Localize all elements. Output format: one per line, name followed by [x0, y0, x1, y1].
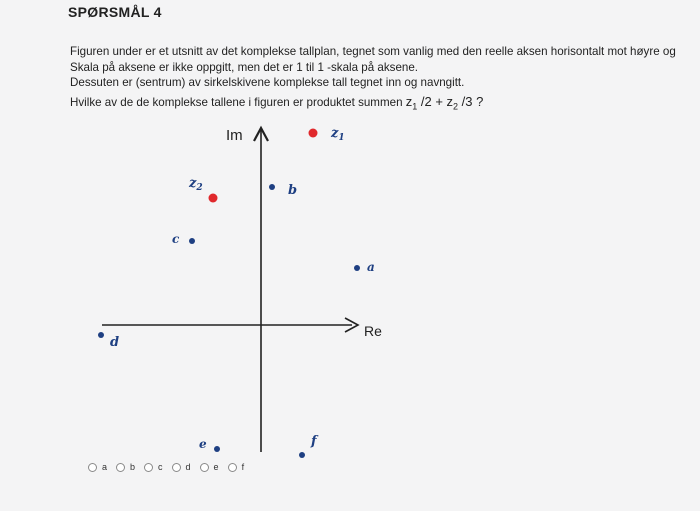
- option-b-label: b: [130, 462, 136, 472]
- point-c: [189, 238, 195, 244]
- question-prompt: Hvilke av de de komplekse tallene i figuren er produktet summen: [70, 96, 406, 109]
- question-text-line-2: Skala på aksene er ikke oppgitt, men det er 1 til 1 -skala på aksene.: [70, 61, 419, 74]
- point-a: [354, 265, 360, 271]
- point-z2: [209, 194, 218, 203]
- math-sub-1: 1: [412, 101, 418, 112]
- option-e[interactable]: [200, 462, 219, 472]
- radio-d[interactable]: [172, 463, 181, 472]
- point-b: [269, 184, 275, 190]
- radio-f[interactable]: [228, 463, 237, 472]
- option-a[interactable]: [88, 462, 107, 472]
- math-div-3: /3 ?: [458, 94, 484, 109]
- radio-a[interactable]: [88, 463, 97, 472]
- option-c[interactable]: [144, 462, 163, 472]
- option-a-label: a: [102, 462, 108, 472]
- label-d: d: [110, 335, 120, 350]
- radio-e[interactable]: [200, 463, 209, 472]
- radio-c[interactable]: [144, 463, 153, 472]
- label-z1: $z_1$: [331, 126, 345, 143]
- option-b[interactable]: [116, 462, 135, 472]
- question-text-line-1: Figuren under er et utsnitt av det komplekse tallplan, tegnet som vanlig med den reelle aksen horisontalt mot høyre og: [70, 45, 676, 58]
- label-b: b: [288, 183, 298, 198]
- point-d: [98, 332, 104, 338]
- answer-options: [88, 460, 253, 474]
- math-sub-2: 2: [453, 101, 459, 112]
- real-axis-label: Re: [364, 323, 382, 339]
- point-e: [214, 446, 220, 452]
- point-z1: [309, 129, 318, 138]
- math-z2: z: [446, 94, 454, 109]
- option-e-label: e: [213, 462, 219, 472]
- label-e: e: [199, 437, 207, 451]
- point-f: [299, 452, 305, 458]
- label-f: f: [311, 434, 317, 449]
- option-f[interactable]: [228, 462, 245, 472]
- question-title: SPØRSMÅL 4: [68, 4, 162, 20]
- option-d-label: d: [185, 462, 191, 472]
- label-c: c: [172, 232, 180, 246]
- option-c-label: c: [158, 462, 163, 472]
- math-div-2: /2 +: [417, 94, 447, 109]
- imag-axis-label: Im: [226, 127, 243, 144]
- radio-b[interactable]: [116, 463, 125, 472]
- option-d[interactable]: [172, 462, 191, 472]
- label-z2: $z_2$: [189, 176, 203, 193]
- option-f-label: f: [241, 462, 245, 472]
- label-a: a: [367, 260, 375, 274]
- question-text-line-3: Dessuten er (sentrum) av sirkelskivene komplekse tall tegnet inn og navngitt.: [70, 76, 465, 89]
- math-z1: z: [405, 94, 413, 109]
